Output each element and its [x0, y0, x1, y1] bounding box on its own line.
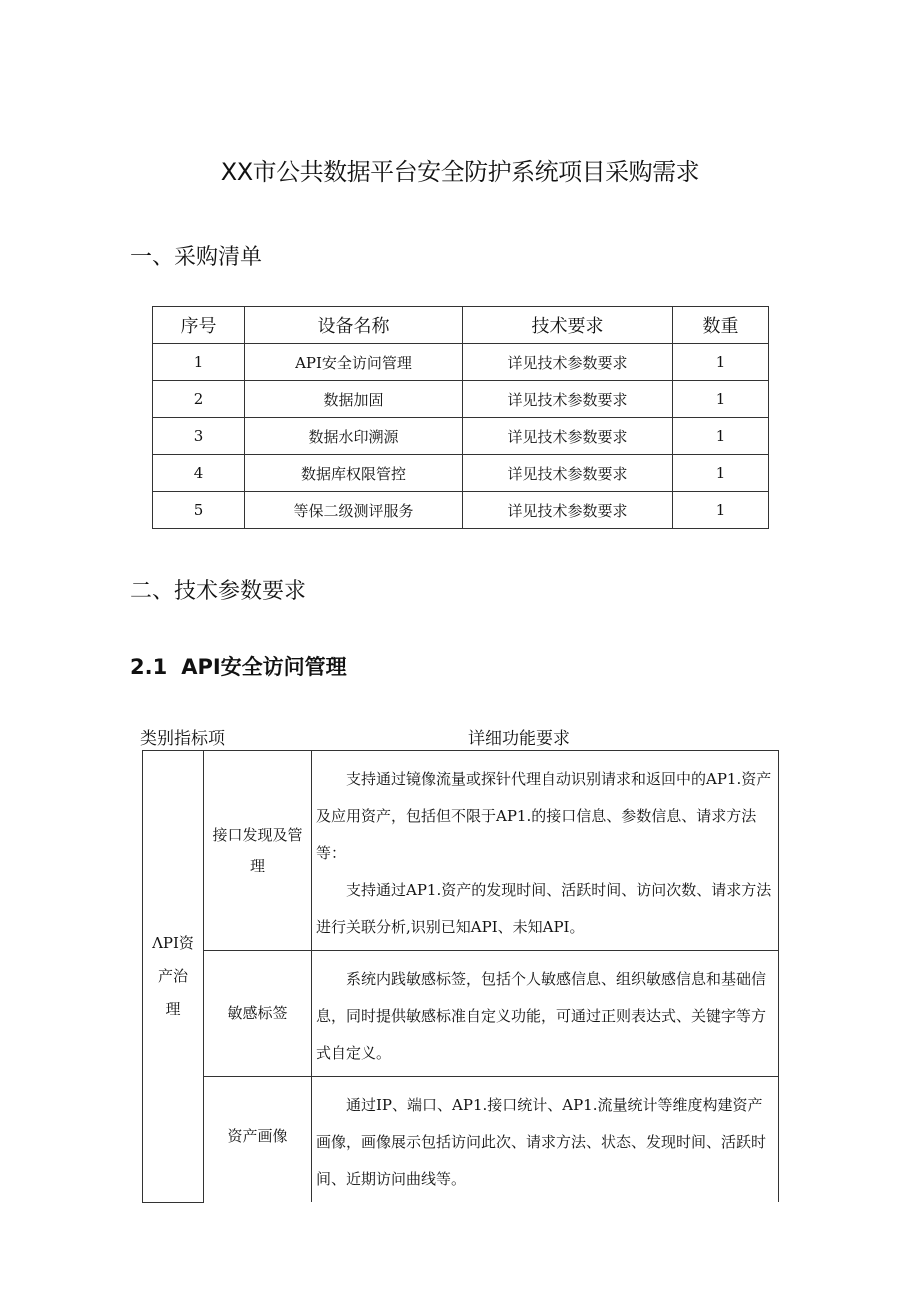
description-paragraph: 支持通过镜像流量或探针代理自动识别请求和返回中的AP1.资产及应用资产，包括但不限于AP1.的接口信息、参数信息、请求方法等：: [316, 770, 772, 862]
item-name: 资产画像: [204, 1077, 312, 1203]
item-description: [312, 951, 779, 1077]
purchase-list-table: [152, 306, 769, 529]
cell-name: 数据加固: [245, 381, 463, 418]
header-quantity: 数重: [673, 307, 769, 344]
section-heading-purchase-list: 一、采购清单: [130, 245, 263, 270]
detail-requirements-table: [142, 750, 779, 1203]
cell-quantity: 1: [673, 381, 769, 418]
table-header-row: [153, 307, 769, 344]
item-description: [312, 1077, 779, 1203]
subsection-number: 2.1: [130, 655, 168, 679]
header-name: 设备名称: [245, 307, 463, 344]
cell-requirement: 详见技术参数要求: [463, 381, 673, 418]
table-row: [153, 381, 769, 418]
description-paragraph: 系统内践敏感标签，包括个人敏感信息、组织敏感信息和基础信息，同时提供敏感标准自定义功能，可通过正则表达式、关键字等方式自定义。: [316, 970, 767, 1062]
table-row: [143, 751, 779, 951]
cell-name: 等保二级测评服务: [245, 492, 463, 529]
table-row: [143, 1077, 779, 1203]
header-no: 序号: [153, 307, 245, 344]
description-paragraph: 通过IP、端口、AP1.接口统计、AP1.流量统计等维度构建资产画像，画像展示包括访问此次、请求方法、状态、发现时间、活跃时间、近期访问曲线等。: [316, 1096, 767, 1188]
subsection-title: API安全访问管理: [181, 655, 347, 679]
table-row: [153, 344, 769, 381]
cell-requirement: 详见技术参数要求: [463, 418, 673, 455]
cell-quantity: 1: [673, 455, 769, 492]
table-row: [153, 455, 769, 492]
subsection-heading: [130, 651, 347, 681]
cell-no: 3: [153, 418, 245, 455]
label-detail: 详细功能要求: [468, 729, 570, 749]
description-paragraph: 支持通过AP1.资产的发现时间、活跃时间、访问次数、请求方法进行关联分析,识别已知API、未知API。: [316, 881, 772, 936]
cell-quantity: 1: [673, 492, 769, 529]
item-description: [312, 751, 779, 951]
cell-name: 数据库权限管控: [245, 455, 463, 492]
cell-no: 2: [153, 381, 245, 418]
table-row: [153, 418, 769, 455]
cell-quantity: 1: [673, 344, 769, 381]
document-title: XX市公共数据平台安全防护系统项目采购需求: [220, 158, 700, 186]
table-row: [153, 492, 769, 529]
cell-no: 5: [153, 492, 245, 529]
cell-name: 数据水印溯源: [245, 418, 463, 455]
category-cell: ΛPI资产治理: [143, 751, 204, 1203]
item-name: 敏感标签: [204, 951, 312, 1077]
cell-name: API安全访问管理: [245, 344, 463, 381]
cell-quantity: 1: [673, 418, 769, 455]
table-row: [143, 951, 779, 1077]
cell-no: 1: [153, 344, 245, 381]
cell-requirement: 详见技术参数要求: [463, 492, 673, 529]
cell-requirement: 详见技术参数要求: [463, 344, 673, 381]
cell-requirement: 详见技术参数要求: [463, 455, 673, 492]
label-category: 类别指标项: [140, 729, 225, 749]
section-heading-tech-params: 二、技术参数要求: [130, 579, 307, 604]
cell-no: 4: [153, 455, 245, 492]
header-requirement: 技术要求: [463, 307, 673, 344]
item-name: 接口发现及管理: [204, 751, 312, 951]
